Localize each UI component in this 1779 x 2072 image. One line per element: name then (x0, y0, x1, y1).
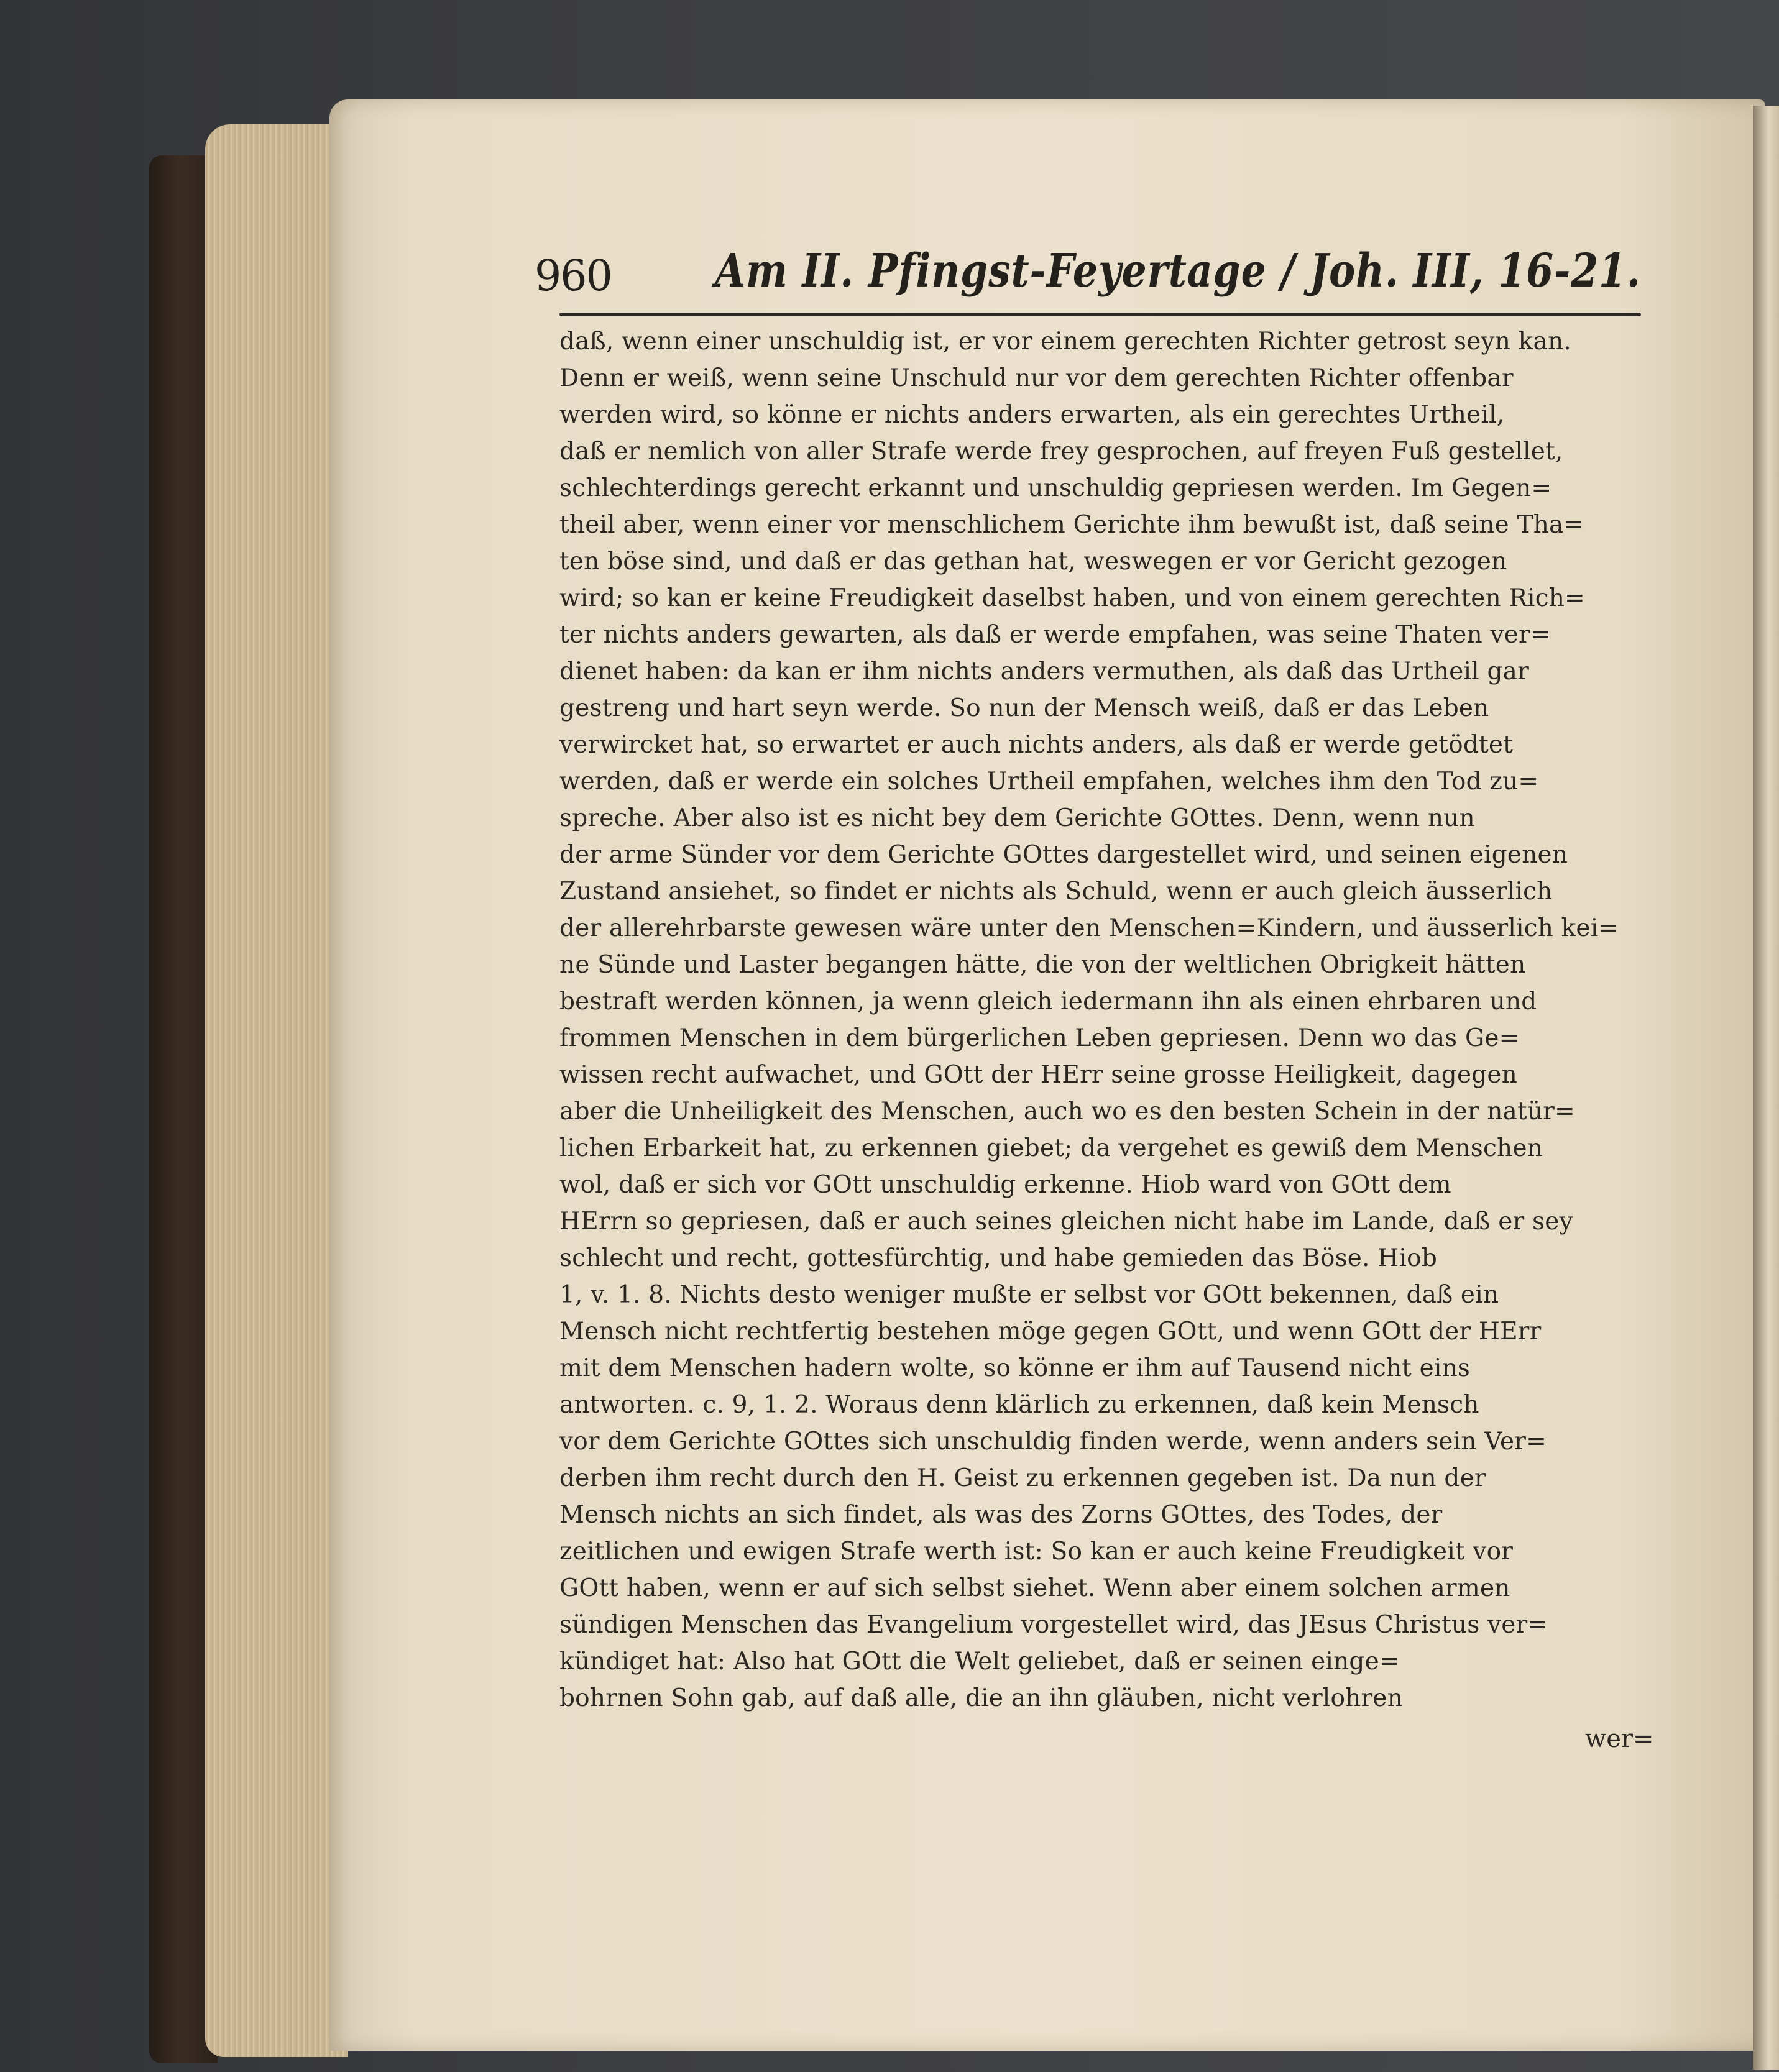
text-line: HErrn so gepriesen, daß er auch seines gleichen nicht habe im Lande, daß er sey (559, 1208, 1573, 1235)
text-line: bestraft werden können, ja wenn gleich iedermann ihn als einen ehrbaren und (559, 988, 1537, 1015)
text-line: Zustand ansiehet, so findet er nichts als Schuld, wenn er auch gleich äusserlich (559, 878, 1553, 905)
text-line: sündigen Menschen das Evangelium vorgestellet wird, das JEsus Christus ver= (559, 1611, 1548, 1639)
page-block-edges (205, 124, 348, 2057)
text-line: der arme Sünder vor dem Gerichte GOttes dargestellet wird, und seinen eigenen (559, 841, 1568, 869)
text-line: derben ihm recht durch den H. Geist zu erkennen gegeben ist. Da nun der (559, 1464, 1486, 1492)
text-line: schlechterdings gerecht erkannt und unschuldig gepriesen werden. Im Gegen= (559, 474, 1552, 502)
text-line: Denn er weiß, wenn seine Unschuld nur vor dem gerechten Richter offenbar (559, 364, 1514, 392)
text-line: vor dem Gerichte GOttes sich unschuldig finden werde, wenn anders sein Ver= (559, 1428, 1547, 1455)
text-line: schlecht und recht, gottesfürchtig, und habe gemieden das Böse. Hiob (559, 1244, 1437, 1272)
text-line: 1, v. 1. 8. Nichts desto weniger mußte er selbst vor GOtt bekennen, daß ein (559, 1281, 1499, 1309)
header-rule (559, 313, 1641, 316)
text-line: kündiget hat: Also hat GOtt die Welt geliebet, daß er seinen einge= (559, 1648, 1400, 1675)
text-line: aber die Unheiligkeit des Menschen, auch wo es den besten Schein in der natür= (559, 1098, 1575, 1125)
text-line: der allerehrbarste gewesen wäre unter den Menschen=Kindern, und äusserlich kei= (559, 914, 1619, 942)
text-line: bohrnen Sohn gab, auf daß alle, die an ihn gläuben, nicht verlohren (559, 1684, 1403, 1712)
text-line: wissen recht aufwachet, und GOtt der HErr seine grosse Heiligkeit, dagegen (559, 1061, 1517, 1089)
text-line: theil aber, wenn einer vor menschlichem Gerichte ihm bewußt ist, daß seine Tha= (559, 511, 1584, 539)
body-text (559, 323, 1666, 1815)
text-line: verwircket hat, so erwartet er auch nichts anders, als daß er werde getödtet (559, 731, 1514, 759)
text-line: lichen Erbarkeit hat, zu erkennen giebet; da vergehet es gewiß dem Menschen (559, 1134, 1543, 1162)
text-line: frommen Menschen in dem bürgerlichen Leben gepriesen. Denn wo das Ge= (559, 1024, 1520, 1052)
text-line: Mensch nichts an sich findet, als was des Zorns GOttes, des Todes, der (559, 1501, 1443, 1529)
text-line: daß er nemlich von aller Strafe werde frey gesprochen, auf freyen Fuß gestellet, (559, 438, 1563, 465)
text-line: zeitlichen und ewigen Strafe werth ist: So kan er auch keine Freudigkeit vor (559, 1538, 1514, 1565)
text-line: gestreng und hart seyn werde. So nun der Mensch weiß, daß er das Leben (559, 694, 1489, 722)
text-line: ne Sünde und Laster begangen hätte, die von der weltlichen Obrigkeit hätten (559, 951, 1526, 979)
catchword: wer= (1585, 1725, 1654, 1753)
text-line: spreche. Aber also ist es nicht bey dem Gerichte GOttes. Denn, wenn nun (559, 804, 1475, 832)
page-header (535, 239, 1647, 308)
text-line: dienet haben: da kan er ihm nichts anders vermuthen, als daß das Urtheil gar (559, 658, 1529, 685)
text-line: mit dem Menschen hadern wolte, so könne er ihm auf Tausend nicht eins (559, 1354, 1471, 1382)
book-gutter (1753, 106, 1779, 2070)
text-line: Mensch nicht rechtfertig bestehen möge gegen GOtt, und wenn GOtt der HErr (559, 1318, 1542, 1345)
text-line: wol, daß er sich vor GOtt unschuldig erkenne. Hiob ward von GOtt dem (559, 1171, 1451, 1199)
text-line: antworten. c. 9, 1. 2. Woraus denn klärlich zu erkennen, daß kein Mensch (559, 1391, 1479, 1419)
running-title: Am II. Pfingst-Feyertage / Joh. III, 16-21. (715, 244, 1641, 298)
text-line: ten böse sind, und daß er das gethan hat, weswegen er vor Gericht gezogen (559, 548, 1507, 575)
text-line: ter nichts anders gewarten, als daß er werde empfahen, was seine Thaten ver= (559, 621, 1551, 649)
text-line: wird; so kan er keine Freudigkeit daselbst haben, und von einem gerechten Rich= (559, 584, 1585, 612)
text-line: GOtt haben, wenn er auf sich selbst siehet. Wenn aber einem solchen armen (559, 1574, 1510, 1602)
page-number: 960 (535, 252, 612, 301)
text-line: werden, daß er werde ein solches Urtheil empfahen, welches ihm den Tod zu= (559, 768, 1539, 795)
text-line: daß, wenn einer unschuldig ist, er vor einem gerechten Richter getrost seyn kan. (559, 328, 1571, 355)
text-line: werden wird, so könne er nichts anders erwarten, als ein gerechtes Urtheil, (559, 401, 1505, 429)
